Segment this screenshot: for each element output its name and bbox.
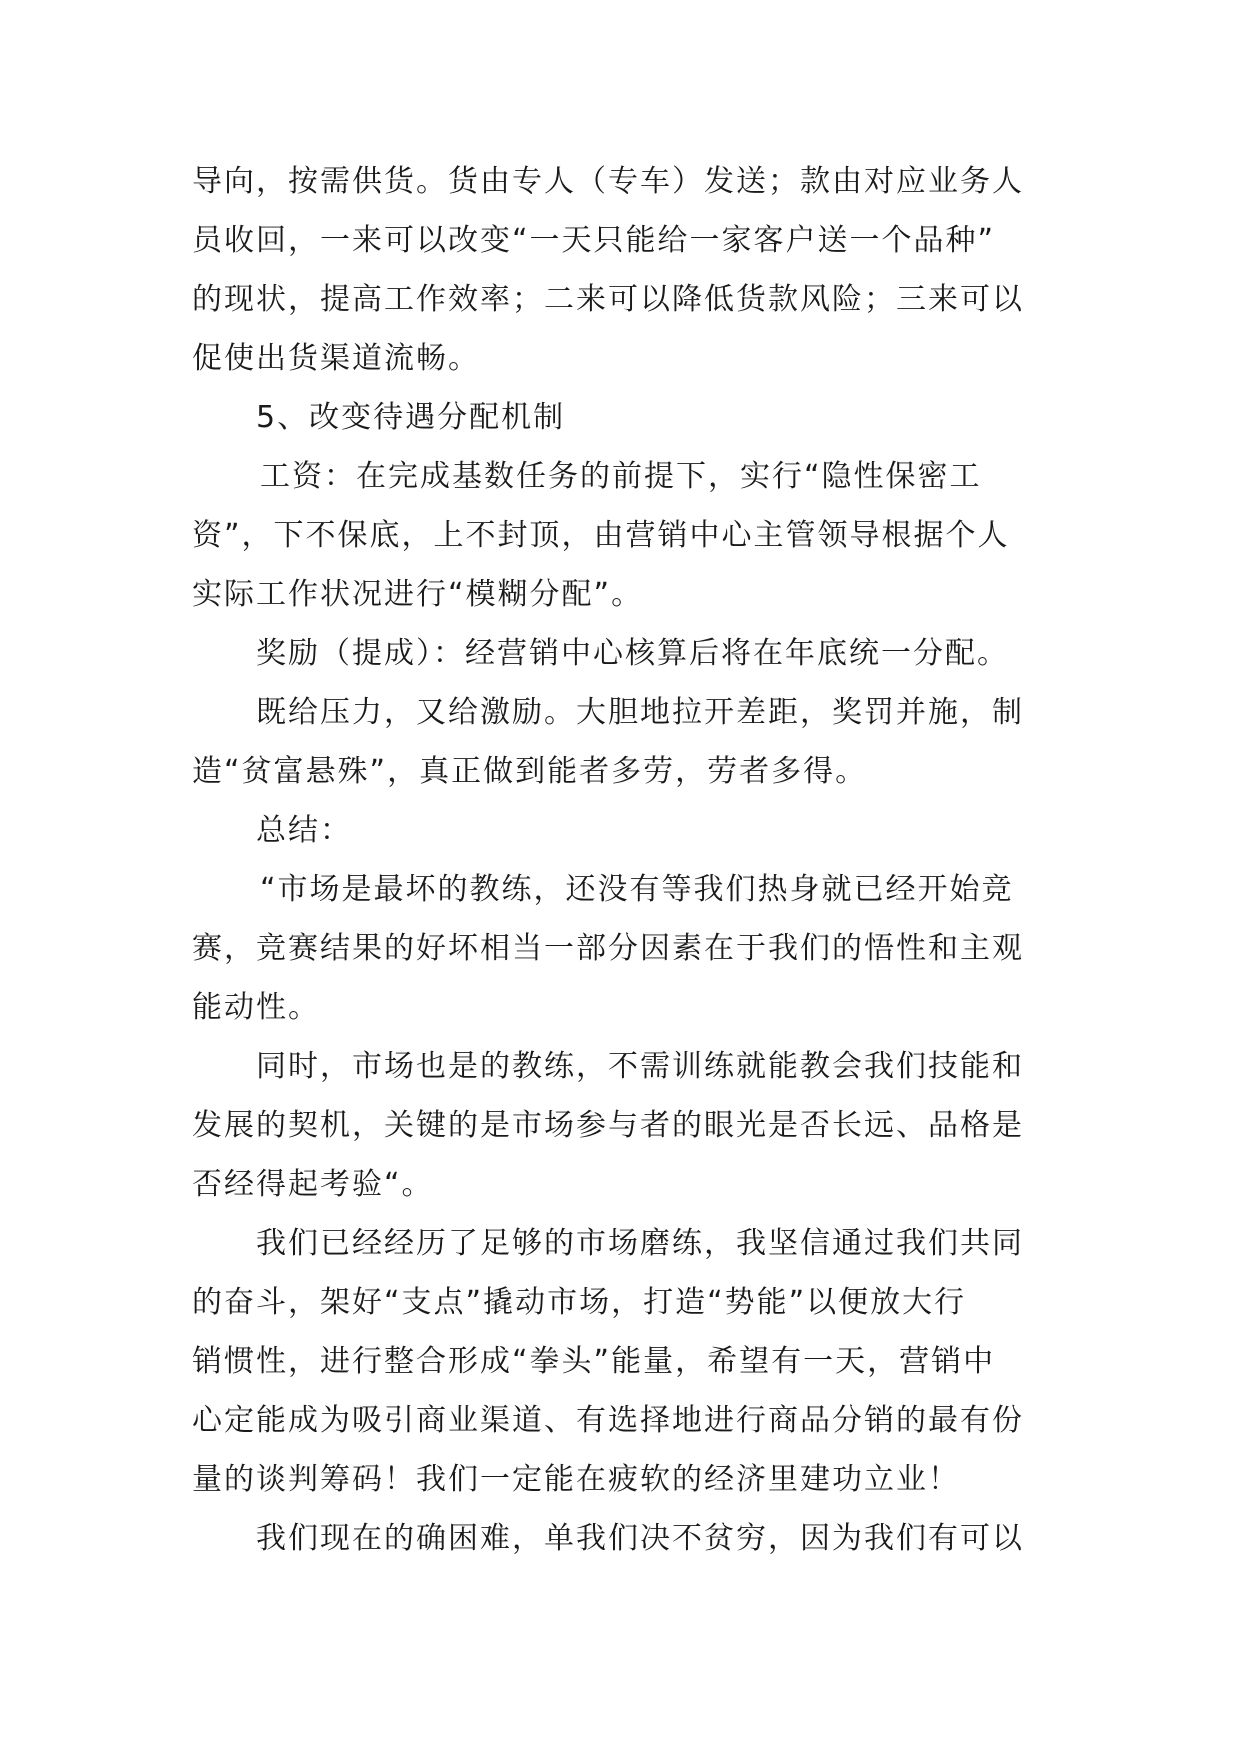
text-line: 促使出货渠道流畅。 <box>192 341 480 376</box>
text-line: 工资：在完成基数任务的前提下，实行“隐性保密工 <box>260 459 982 494</box>
text-line: 心定能成为吸引商业渠道、有选择地进行商品分销的最有份 <box>192 1403 1024 1438</box>
text-line: “市场是最坏的教练，还没有等我们热身就已经开始竞 <box>260 872 1014 907</box>
text-line: 赛，竞赛结果的好坏相当一部分因素在于我们的悟性和主观 <box>192 931 1024 966</box>
text-line: 量的谈判筹码！我们一定能在疲软的经济里建功立业！ <box>192 1462 960 1497</box>
text-line: 否经得起考验“。 <box>192 1167 434 1202</box>
text-line: 我们现在的确困难，单我们决不贫穷，因为我们有可以 <box>256 1521 1024 1556</box>
text-line: 导向，按需供货。货由专人（专车）发送；款由对应业务人 <box>192 164 1024 199</box>
text-line: 总结： <box>256 813 352 848</box>
text-line: 能动性。 <box>192 990 320 1025</box>
text-line: 造“贫富悬殊”，真正做到能者多劳，劳者多得。 <box>192 754 868 789</box>
text-line: 既给压力，又给激励。大胆地拉开差距，奖罚并施，制 <box>256 695 1024 730</box>
text-line: 资”，下不保底，上不封顶，由营销中心主管领导根据个人 <box>192 518 1010 553</box>
text-line: 发展的契机，关键的是市场参与者的眼光是否长远、品格是 <box>192 1108 1024 1143</box>
text-line: 实际工作状况进行“模糊分配”。 <box>192 577 644 612</box>
text-line: 的现状，提高工作效率；二来可以降低货款风险；三来可以 <box>192 282 1024 317</box>
text-line: 的奋斗，架好“支点”撬动市场，打造“势能”以便放大行 <box>192 1285 967 1320</box>
text-line: 员收回，一来可以改变“一天只能给一家客户送一个品种” <box>192 223 996 258</box>
text-line: 销惯性，进行整合形成“拳头”能量，希望有一天，营销中 <box>192 1344 996 1379</box>
section-heading: 5、改变待遇分配机制 <box>256 400 566 435</box>
document-body <box>192 152 1052 1568</box>
text-line: 奖励（提成）：经营销中心核算后将在年底统一分配。 <box>256 636 1009 671</box>
text-line: 我们已经经历了足够的市场磨练，我坚信通过我们共同 <box>256 1226 1024 1261</box>
text-line: 同时，市场也是的教练，不需训练就能教会我们技能和 <box>256 1049 1024 1084</box>
